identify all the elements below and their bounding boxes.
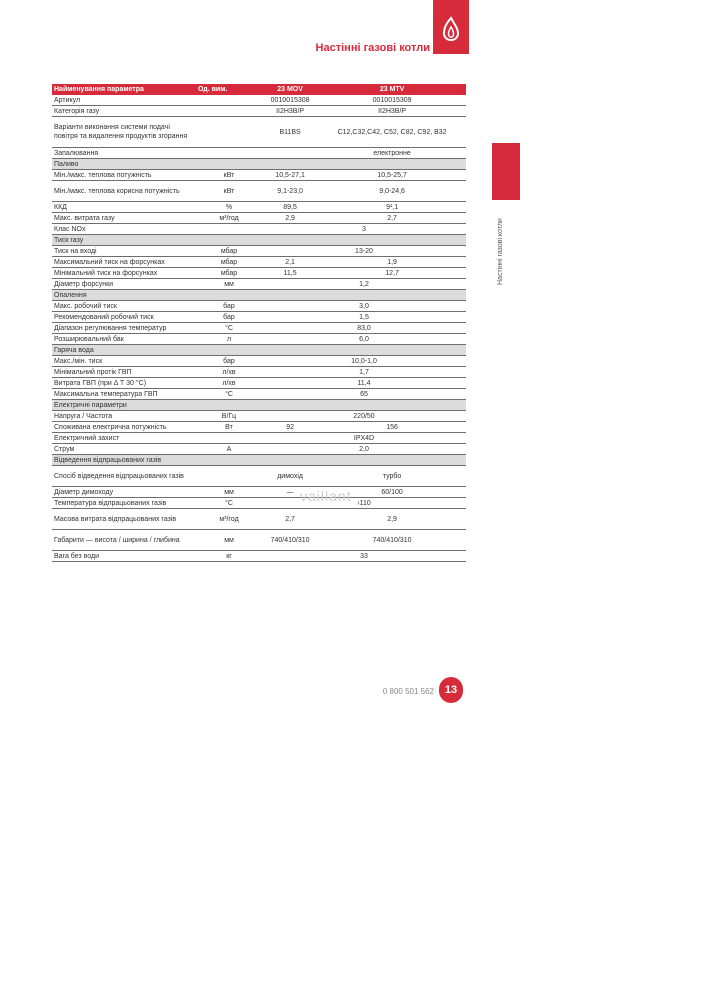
value-cell-model-2: турбо xyxy=(318,466,466,487)
section-row xyxy=(52,345,466,356)
table-row xyxy=(52,95,466,106)
table-row xyxy=(52,323,466,334)
param-cell: Тиск на вході xyxy=(52,246,196,257)
unit-cell: кг xyxy=(196,551,262,562)
value-cell: 2,0 xyxy=(262,444,466,455)
param-cell: Максимальна температура ГВП xyxy=(52,389,196,400)
param-cell: Електричний захист xyxy=(52,433,196,444)
param-cell: Максимальний тиск на форсунках xyxy=(52,257,196,268)
table-row xyxy=(52,181,466,202)
value-cell: 65 xyxy=(262,389,466,400)
section-title: Паливо xyxy=(52,159,466,170)
value-cell-model-1: 9,1-23,0 xyxy=(262,181,318,202)
unit-cell xyxy=(196,466,262,487)
value-cell: 3 xyxy=(262,224,466,235)
value-cell-model-1: 2,1 xyxy=(262,257,318,268)
table-row xyxy=(52,367,466,378)
table-row xyxy=(52,411,466,422)
unit-cell: °С xyxy=(196,323,262,334)
section-title: Опалення xyxy=(52,290,466,301)
value-cell-model-1 xyxy=(262,148,318,159)
value-cell-model-1: 89,5 xyxy=(262,202,318,213)
param-cell: Габарити — висота / ширина / глибина xyxy=(52,530,196,551)
table-row xyxy=(52,312,466,323)
value-cell-model-2: 2,7 xyxy=(318,213,466,224)
unit-cell: м³/год xyxy=(196,213,262,224)
table-row xyxy=(52,551,466,562)
value-cell-model-2: 60/100 xyxy=(318,487,466,498)
section-row xyxy=(52,290,466,301)
param-cell: Споживана електрична потужність xyxy=(52,422,196,433)
section-title: Відведення відпрацьованих газів xyxy=(52,455,466,466)
value-cell: IPX4D xyxy=(262,433,466,444)
param-cell: Макс. робочий тиск xyxy=(52,301,196,312)
section-row xyxy=(52,235,466,246)
param-cell: Категорія газу xyxy=(52,106,196,117)
table-row xyxy=(52,279,466,290)
table-row xyxy=(52,148,466,159)
table-row xyxy=(52,487,466,498)
table-row xyxy=(52,444,466,455)
param-cell: Запалювання xyxy=(52,148,196,159)
value-cell-model-1: димохід xyxy=(262,466,318,487)
table-row xyxy=(52,301,466,312)
unit-cell: мбар xyxy=(196,268,262,279)
unit-cell: л xyxy=(196,334,262,345)
header-model-2: 23 MTV xyxy=(318,84,466,95)
param-cell: Температура відпрацьованих газів xyxy=(52,498,196,509)
table-header-row xyxy=(52,84,466,95)
table-row xyxy=(52,257,466,268)
unit-cell: кВт xyxy=(196,181,262,202)
value-cell-model-1: II2H3B/P xyxy=(262,106,318,117)
param-cell: Спосіб відведення відпрацьованих газів xyxy=(52,466,196,487)
param-cell: Масова витрата відпрацьованих газів xyxy=(52,509,196,530)
value-cell-model-1: — xyxy=(262,487,318,498)
table-row xyxy=(52,224,466,235)
page-header-title: Настінні газові котли xyxy=(315,42,430,54)
param-cell: Вага без води xyxy=(52,551,196,562)
param-cell: Макс./мін. тиск xyxy=(52,356,196,367)
unit-cell: А xyxy=(196,444,262,455)
unit-cell xyxy=(196,148,262,159)
table-row xyxy=(52,268,466,279)
table-row xyxy=(52,334,466,345)
value-cell: 11,4 xyxy=(262,378,466,389)
param-cell: Мінімальний тиск на форсунках xyxy=(52,268,196,279)
table-row xyxy=(52,246,466,257)
section-row xyxy=(52,400,466,411)
value-cell: 83,0 xyxy=(262,323,466,334)
unit-cell: мбар xyxy=(196,257,262,268)
value-cell-model-2: електронне xyxy=(318,148,466,159)
value-cell-model-1: 2,7 xyxy=(262,509,318,530)
unit-cell xyxy=(196,433,262,444)
table-row xyxy=(52,378,466,389)
unit-cell: мбар xyxy=(196,246,262,257)
param-cell: Клас NOх xyxy=(52,224,196,235)
value-cell-model-2: 10,5-25,7 xyxy=(318,170,466,181)
value-cell: 1,2 xyxy=(262,279,466,290)
unit-cell: м³/год xyxy=(196,509,262,530)
unit-cell: °С xyxy=(196,389,262,400)
table-row xyxy=(52,433,466,444)
value-cell: 10,0-1,0 xyxy=(262,356,466,367)
param-cell: Напруга / Частота xyxy=(52,411,196,422)
table-row xyxy=(52,422,466,433)
section-row xyxy=(52,159,466,170)
table-row xyxy=(52,356,466,367)
unit-cell: л/хв xyxy=(196,378,262,389)
value-cell-model-2: 9¹,1 xyxy=(318,202,466,213)
value-cell-model-1: 2,9 xyxy=(262,213,318,224)
unit-cell: л/хв xyxy=(196,367,262,378)
table-row xyxy=(52,170,466,181)
unit-cell: % xyxy=(196,202,262,213)
unit-cell: мм xyxy=(196,487,262,498)
value-cell-model-1: 11,5 xyxy=(262,268,318,279)
value-cell: 13-20 xyxy=(262,246,466,257)
section-title: Тиск газу xyxy=(52,235,466,246)
unit-cell: бар xyxy=(196,301,262,312)
unit-cell xyxy=(196,95,262,106)
param-cell: Макс. витрата газу xyxy=(52,213,196,224)
value-cell-model-2: 1,9 xyxy=(318,257,466,268)
value-cell-model-2: C12,C32,C42, C52, C82, C92, B32 xyxy=(318,117,466,148)
table-row xyxy=(52,466,466,487)
brand-logo xyxy=(433,0,469,54)
value-cell: 33 xyxy=(262,551,466,562)
value-cell-model-2: 156 xyxy=(318,422,466,433)
unit-cell: кВт xyxy=(196,170,262,181)
unit-cell xyxy=(196,117,262,148)
table-row xyxy=(52,106,466,117)
value-cell-model-1: 0010015308 xyxy=(262,95,318,106)
header-unit: Од. вим. xyxy=(196,84,262,95)
unit-cell: мм xyxy=(196,279,262,290)
unit-cell: бар xyxy=(196,312,262,323)
footer-phone: 0 800 501 562 xyxy=(382,687,434,696)
unit-cell: °С xyxy=(196,498,262,509)
side-accent-block xyxy=(492,143,520,200)
value-cell-model-2: 0010015309 xyxy=(318,95,466,106)
table-row xyxy=(52,509,466,530)
page-number: 13 xyxy=(439,677,463,703)
table-row xyxy=(52,530,466,551)
value-cell-model-2: 2,9 xyxy=(318,509,466,530)
value-cell: ›110 xyxy=(262,498,466,509)
unit-cell: бар xyxy=(196,356,262,367)
unit-cell: мм xyxy=(196,530,262,551)
param-cell: Мінімальний протік ГВП xyxy=(52,367,196,378)
value-cell-model-2: 740/410/310 xyxy=(318,530,466,551)
table-row xyxy=(52,389,466,400)
value-cell: 3,0 xyxy=(262,301,466,312)
param-cell: ККД xyxy=(52,202,196,213)
param-cell: Мін./макс. теплова корисна потужність xyxy=(52,181,196,202)
value-cell-model-2: 9,0-24,6 xyxy=(318,181,466,202)
value-cell-model-1: 92 xyxy=(262,422,318,433)
param-cell: Діаметр форсунки xyxy=(52,279,196,290)
value-cell: 220/50 xyxy=(262,411,466,422)
value-cell-model-1: 740/410/310 xyxy=(262,530,318,551)
param-cell: Струм xyxy=(52,444,196,455)
value-cell-model-1: 10,5-27,1 xyxy=(262,170,318,181)
param-cell: Діапазон регулювання температур xyxy=(52,323,196,334)
unit-cell: Вт xyxy=(196,422,262,433)
value-cell-model-1: B11BS xyxy=(262,117,318,148)
param-cell: Мін./макс. теплова потужність xyxy=(52,170,196,181)
unit-cell xyxy=(196,106,262,117)
unit-cell xyxy=(196,224,262,235)
value-cell: 1,5 xyxy=(262,312,466,323)
value-cell: 1,7 xyxy=(262,367,466,378)
table-row xyxy=(52,213,466,224)
spec-table xyxy=(52,84,466,562)
flame-icon xyxy=(440,16,462,42)
header-model-1: 23 MOV xyxy=(262,84,318,95)
section-title: Електричні параметри xyxy=(52,400,466,411)
spec-table-body xyxy=(52,95,466,562)
section-row xyxy=(52,455,466,466)
value-cell-model-2: II2H3B/P xyxy=(318,106,466,117)
param-cell: Артикул xyxy=(52,95,196,106)
section-title: Гаряча вода xyxy=(52,345,466,356)
table-row xyxy=(52,117,466,148)
param-cell: Діаметр димоходу xyxy=(52,487,196,498)
param-cell: Рекомендований робочий тиск xyxy=(52,312,196,323)
param-cell: Варіанти виконання системи подачі повітря та видалення продуктів згорання xyxy=(52,117,196,148)
table-row xyxy=(52,498,466,509)
unit-cell: В/Гц xyxy=(196,411,262,422)
value-cell: 6,0 xyxy=(262,334,466,345)
header-param: Найменування параметра xyxy=(52,84,196,95)
param-cell: Витрата ГВП (при Δ Т 30 °С) xyxy=(52,378,196,389)
table-row xyxy=(52,202,466,213)
param-cell: Розширювальний бак xyxy=(52,334,196,345)
side-section-label: Настінні газові котли xyxy=(497,218,504,285)
value-cell-model-2: 12,7 xyxy=(318,268,466,279)
watermark: vaillant xyxy=(300,488,352,504)
